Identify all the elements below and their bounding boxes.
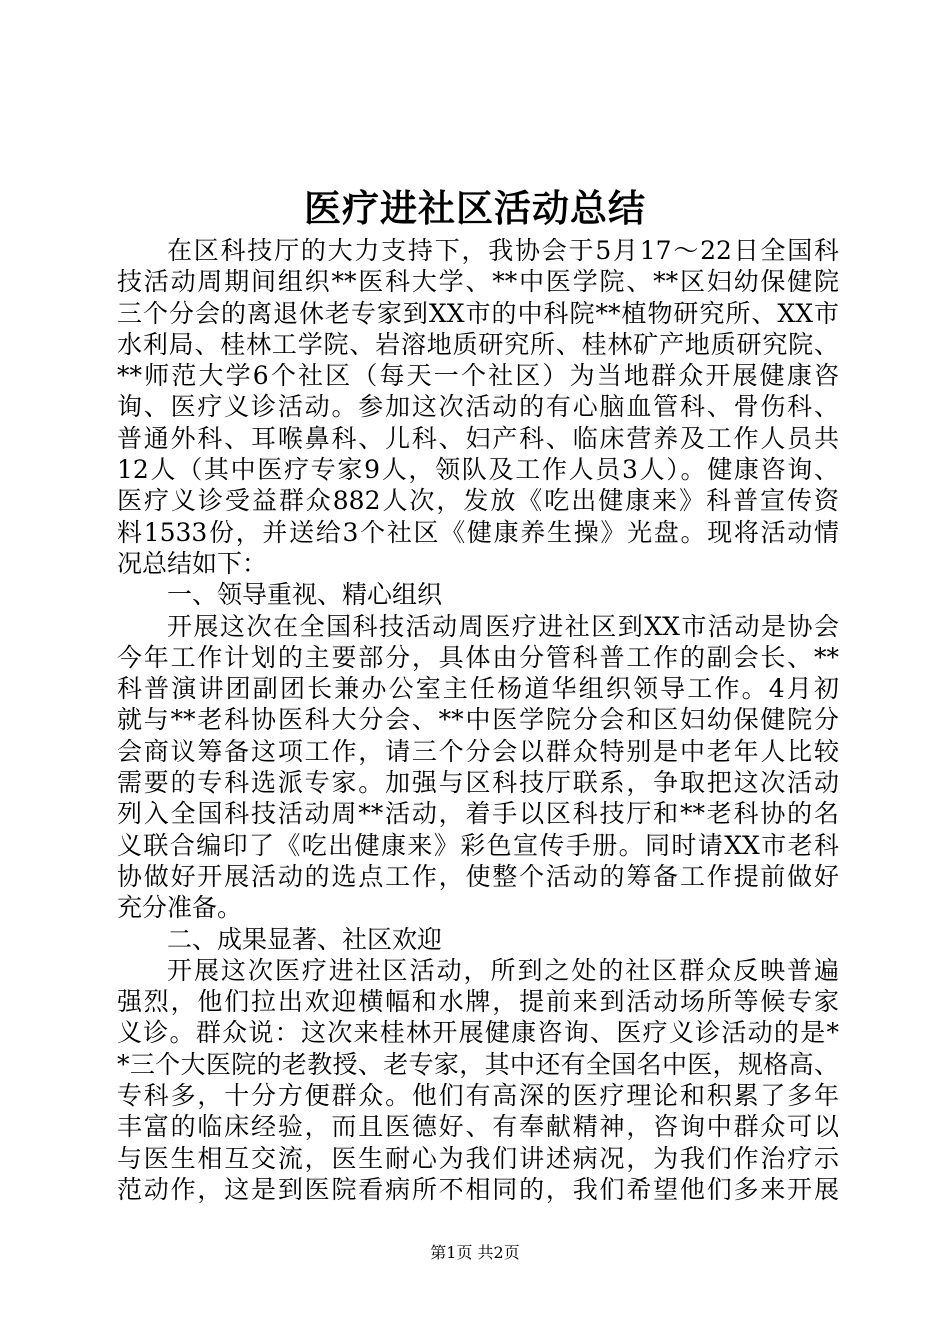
text-line: 在区科技厅的大力支持下，我协会于5月17～22日全国科 [167, 236, 839, 265]
page-footer: 第1页 共2页 [430, 1243, 520, 1262]
text-line: 科普演讲团副团长兼办公室主任杨道华组织领导工作。4月初 [117, 674, 839, 704]
text-line: 范动作，这是到医院看病所不相同的，我们希望他们多来开展 [117, 1174, 839, 1204]
text-line: 协做好开展活动的选点工作，使整个活动的筹备工作提前做好 [117, 861, 839, 891]
text-line: 充分准备。 [117, 893, 243, 923]
text-line: 开展这次医疗进社区活动，所到之处的社区群众反映普遍 [167, 955, 839, 985]
text-line: **师范大学6个社区（每天一个社区）为当地群众开展健康咨 [117, 361, 839, 391]
text-line: 义诊。群众说：这次来桂林开展健康咨询、医疗义诊活动的是* [117, 1018, 839, 1048]
text-line: 料1533份，并送给3个社区《健康养生操》光盘。现将活动情 [117, 517, 839, 547]
text-line: 普通外科、耳喉鼻科、儿科、妇产科、临床营养及工作人员共 [117, 423, 839, 453]
text-line: 询、医疗义诊活动。参加这次活动的有心脑血管科、骨伤科、 [117, 392, 839, 422]
text-line: 与医生相互交流，医生耐心为我们讲述病况，为我们作治疗示 [117, 1143, 839, 1173]
text-line: 需要的专科选派专家。加强与区科技厅联系，争取把这次活动 [117, 768, 839, 798]
text-line: 水利局、桂林工学院、岩溶地质研究所、桂林矿产地质研究院、 [117, 329, 839, 359]
text-line: 况总结如下： [117, 548, 268, 578]
text-line: *三个大医院的老教授、老专家，其中还有全国名中医，规格高、 [117, 1049, 839, 1079]
text-line: 义联合编印了《吃出健康来》彩色宣传手册。同时请XX市老科 [117, 830, 839, 860]
text-line: 就与**老科协医科大分会、**中医学院分会和区妇幼保健院分 [117, 705, 839, 735]
text-line: 会商议筹备这项工作，请三个分会以群众特别是中老年人比较 [117, 736, 839, 766]
text-line: 二、成果显著、社区欢迎 [167, 924, 443, 954]
text-line: 三个分会的离退休老专家到XX市的中科院**植物研究所、XX市 [117, 298, 839, 328]
text-line: 丰富的临床经验，而且医德好、有奉献精神，咨询中群众可以 [117, 1112, 839, 1142]
document-body [117, 235, 839, 1205]
text-line: 今年工作计划的主要部分，具体由分管科普工作的副会长、** [117, 642, 839, 672]
text-line: 技活动周期间组织**医科大学、**中医学院、**区妇幼保健院 [117, 267, 839, 297]
text-line: 专科多，十分方便群众。他们有高深的医疗理论和积累了多年 [117, 1081, 839, 1111]
document-title: 医疗进社区活动总结 [304, 186, 646, 230]
text-line: 一、领导重视、精心组织 [167, 580, 443, 610]
text-line: 强烈，他们拉出欢迎横幅和水牌，提前来到活动场所等候专家 [117, 987, 839, 1017]
text-line: 医疗义诊受益群众882人次，发放《吃出健康来》科普宣传资 [117, 486, 839, 516]
text-line: 12人（其中医疗专家9人，领队及工作人员3人）。健康咨询、 [117, 455, 839, 485]
text-line: 开展这次在全国科技活动周医疗进社区到XX市活动是协会 [167, 611, 839, 641]
text-line: 列入全国科技活动周**活动，着手以区科技厅和**老科协的名 [117, 799, 839, 829]
